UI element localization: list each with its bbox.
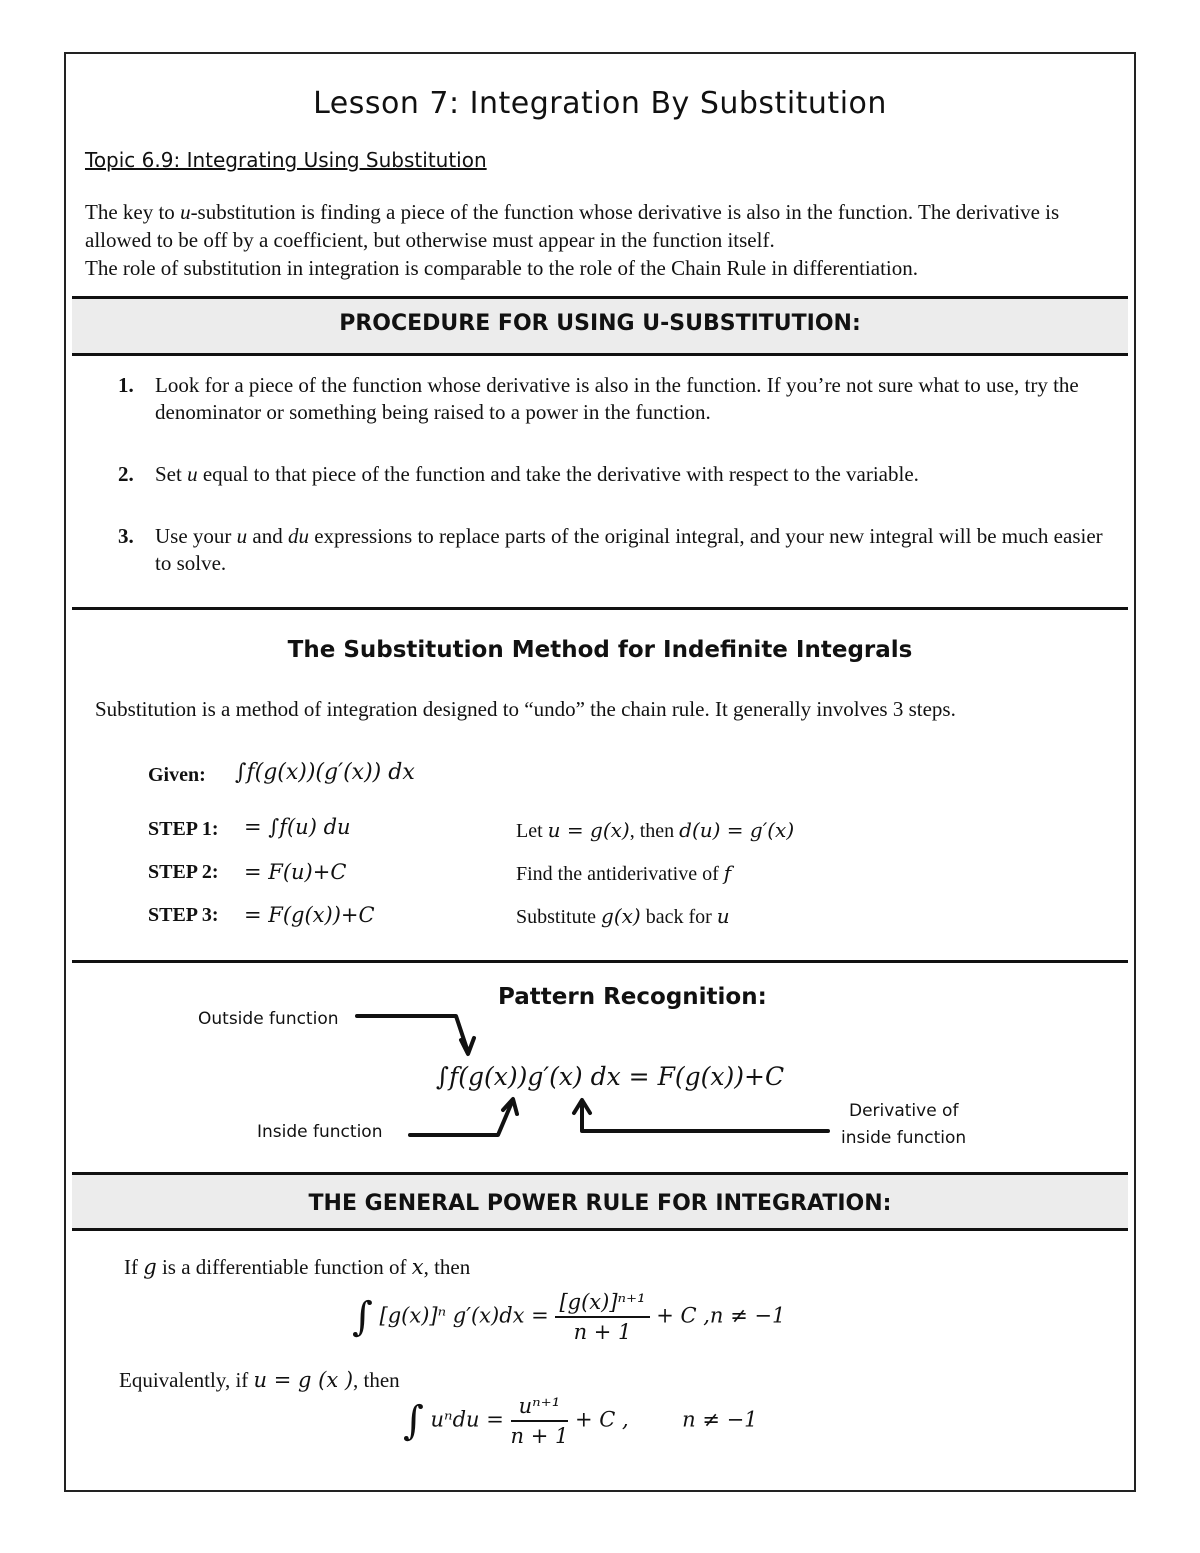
step3-label: STEP 3: bbox=[148, 904, 219, 926]
power-rule-heading: THE GENERAL POWER RULE FOR INTEGRATION: bbox=[308, 1191, 892, 1216]
formula-tail: + C , bbox=[575, 1407, 629, 1432]
integral-sign: ∫ bbox=[352, 1294, 373, 1340]
equivalently-text: Equivalently, if u = g (x ), then bbox=[119, 1368, 400, 1392]
power-rule-formula bbox=[352, 1290, 785, 1344]
fraction: $\frac{\text{[g(x)]ⁿ⁺¹}}{n + 1}$ bbox=[555, 1290, 649, 1344]
pattern-heading: Pattern Recognition: bbox=[498, 984, 767, 1010]
formula-body: [g(x)]ⁿ g′(x)dx = bbox=[379, 1303, 549, 1328]
power-rule-intro: If g is a differentiable function of x, then bbox=[124, 1255, 471, 1279]
step1-label: STEP 1: bbox=[148, 818, 219, 840]
step2-label: STEP 2: bbox=[148, 861, 219, 883]
derivative-label-line1: Derivative of bbox=[849, 1101, 959, 1121]
step2-expression: = F(u)+C bbox=[244, 860, 347, 884]
formula-condition: n ≠ −1 bbox=[682, 1407, 758, 1432]
power-rule-formula-u bbox=[403, 1394, 758, 1448]
intro-text-a: The key to bbox=[85, 200, 181, 224]
step-number: 2. bbox=[118, 462, 134, 486]
given-label: Given: bbox=[148, 764, 206, 786]
substitution-intro: Substitution is a method of integration designed to “undo” the chain rule. It generally involves 3 steps. bbox=[95, 697, 956, 721]
step3-expression: = F(g(x))+C bbox=[244, 903, 375, 927]
step-text: Look for a piece of the function whose derivative is also in the function. If you’re not sure what to use, try the denominator or something being raised to a power in the function. bbox=[155, 373, 1079, 424]
step2-note: Find the antiderivative of f bbox=[516, 861, 732, 885]
step1-expression: = ∫f(u) du bbox=[244, 815, 351, 839]
step-number: 3. bbox=[118, 524, 134, 548]
inside-arrow bbox=[410, 1102, 512, 1135]
fraction: $\frac{\text{uⁿ⁺¹}}{n + 1}$ bbox=[510, 1394, 569, 1448]
lesson-title: Lesson 7: Integration By Substitution bbox=[313, 86, 887, 121]
substitution-heading: The Substitution Method for Indefinite Integrals bbox=[287, 637, 913, 663]
step-text: Set u equal to that piece of the function and take the derivative with respect to the variable. bbox=[155, 462, 919, 486]
topic-heading: Topic 6.9: Integrating Using Substitution bbox=[85, 148, 487, 172]
divider bbox=[72, 1228, 1128, 1231]
step3-note: Substitute g(x) back for u bbox=[516, 904, 730, 928]
formula-tail: + C ,n ≠ −1 bbox=[656, 1303, 786, 1328]
intro-u: u bbox=[180, 200, 191, 224]
step-text: Use your u and du expressions to replace parts of the original integral, and your new integral will be much easier to solve. bbox=[155, 524, 1103, 575]
outside-function-label: Outside function bbox=[198, 1009, 339, 1029]
formula-body: uⁿdu = bbox=[430, 1407, 504, 1432]
intro-text-c: The role of substitution in integration is comparable to the role of the Chain Rule in differentiation. bbox=[85, 256, 918, 280]
step-number: 1. bbox=[118, 373, 134, 397]
given-expression: ∫f(g(x))(g′(x)) dx bbox=[235, 760, 415, 785]
integral-sign: ∫ bbox=[403, 1398, 424, 1444]
outside-arrow bbox=[357, 1016, 468, 1052]
derivative-label-line2: inside function bbox=[841, 1128, 967, 1148]
step1-note: Let u = g(x), then d(u) = g′(x) bbox=[516, 818, 795, 842]
procedure-heading: PROCEDURE FOR USING U-SUBSTITUTION: bbox=[339, 311, 861, 336]
inside-function-label: Inside function bbox=[257, 1122, 383, 1142]
pattern-formula: ∫f(g(x))g′(x) dx = F(g(x))+C bbox=[436, 1062, 785, 1091]
intro-text-b: -substitution is finding a piece of the function whose derivative is also in the function. The derivative is allowed to be off by a coefficient, but otherwise must appear in the function itself. bbox=[85, 200, 1060, 252]
derivative-arrow bbox=[582, 1103, 828, 1131]
